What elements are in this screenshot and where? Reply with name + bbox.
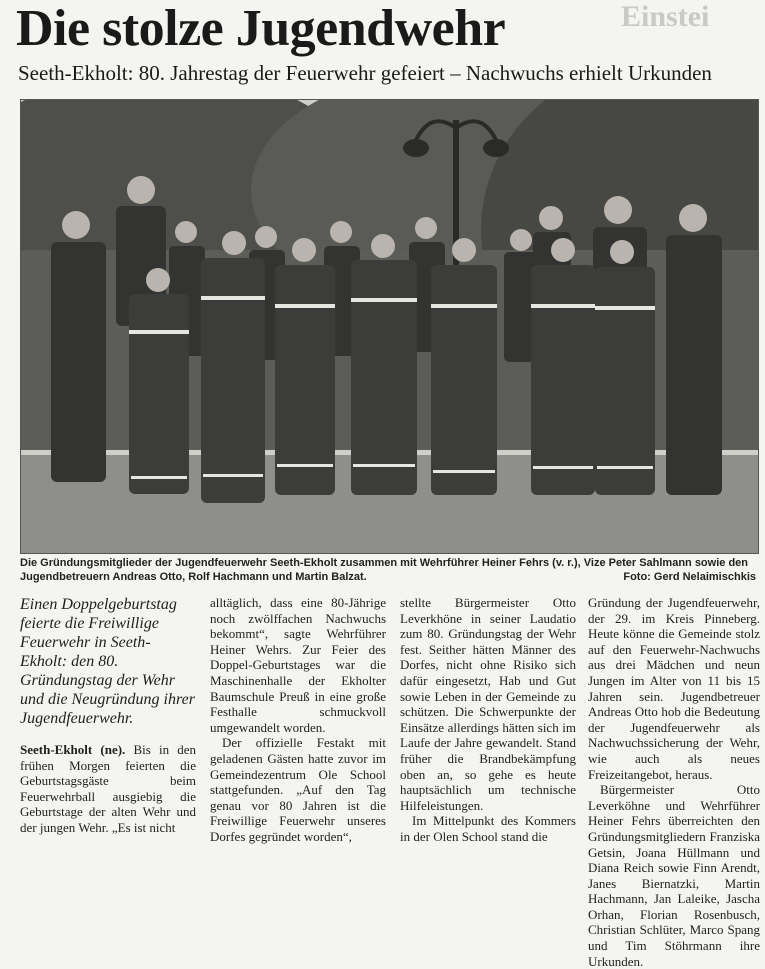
article-headline: Die stolze Jugendwehr [16, 0, 506, 57]
article-column-3 [400, 595, 576, 845]
article-paragraph-continued: Gründung der Jugendfeuerwehr, der 29. im Kreis Pinneberg. Heute könne die Gemeinde stolz auf den Feuerwehr-Nachwuchs aus drei Mädchen und neun Jungen im Alter von 11 bis 15 Jahren sein. Jugendbetreuer Andreas Otto hob die Bedeutung der Jugendfeuerwehr als Nachwuchssicherung der Wehr, wie auch als neues Freizeitangebot, heraus. [588, 595, 760, 782]
article-dateline: Seeth-Ekholt (ne). [20, 742, 134, 757]
article-paragraph: Bürgermeister Otto Leverköhne und Wehrführer Heiner Fehrs überreichten den Gründungsmitgliedern Franziska Getsin, Joana Hüllmann und Diana Reich sowie Finn Arendt, Janes Biernatzki, Martin Hachmann, Jan Laleike, Jascha Orhan, Florian Rosenbusch, Christian Schlüter, Marco Spang und Tim Stöhrmann ihre Urkunden. [588, 782, 760, 969]
front-row-uniforms [129, 231, 655, 503]
article-column-4 [588, 595, 760, 969]
article-lead: Einen Doppelgeburtstag feierte die Freiwillige Feuerwehr in Seeth-Ekholt: den 80. Gründungstag der Wehr und die Neugründung ihrer Jugendfeuerwehr. [20, 596, 195, 727]
article-column-2 [210, 595, 386, 845]
group-photo [20, 99, 759, 554]
article-paragraph: Im Mittelpunkt des Kommers in der Olen School stand die [400, 813, 576, 844]
article-paragraph: Seeth-Ekholt (ne). Bis in den frühen Morgen feierten die Geburtstagsgäste beim Feuerwehrball ausgiebig die Geburtstage der alten Wehr und der jungen Wehr. „Es ist nicht [20, 742, 196, 835]
caption-text: Die Gründungsmitglieder der Jugendfeuerwehr Seeth-Ekholt zusammen mit Wehrführer Heiner Fehrs (v. r.), Vize Peter Sahlmann sowie den Jugendbetreuern Andreas Otto, Rolf Hachmann und Martin Balzat. [20, 557, 748, 583]
photo-credit: Foto: Gerd Nelaimischkis [623, 571, 756, 583]
photo-caption [20, 556, 760, 584]
article-body [20, 595, 760, 969]
adjacent-masthead-fragment: Einstei [621, 0, 710, 33]
article-subheadline: Seeth-Ekholt: 80. Jahrestag der Feuerwehr gefeiert – Nachwuchs erhielt Urkunden [18, 61, 712, 85]
article-paragraph: Der offizielle Festakt mit geladenen Gästen hatte zuvor im Gemeindezentrum Ole School stattgefunden. „Auf den Tag genau vor 80 Jahren ist die Freiwillige Feuerwehr unseres Dorfes gegründet worden“, [210, 735, 386, 844]
group-photo-illustration [21, 100, 758, 553]
article-paragraph-continued: alltäglich, dass eine 80-Jährige noch zwölffachen Nachwuchs bekommt“, sagte Wehrführer Heiner Wehrs. Zur Feier des Doppel-Geburtstages war die Maschinenhalle der Ekholter Baumschule Preuß in eine große Festhalle schmuckvoll umgewandelt worden. [210, 595, 386, 735]
article-column-1 [20, 595, 196, 836]
article-paragraph-continued: stellte Bürgermeister Otto Leverkhöne in seiner Laudatio zum 80. Gründungstag der Wehr fest. Seither hätten Männer des Dorfes, nicht ohne Risiko sich dafür eingesetzt, Hab und Gut sowie Leben in der Gemeinde zu schützen. Die Schwerpunkte der Einsätze allerdings hätten sich im Laufe der Jahre gewandelt. Stand früher die Brandbekämpfung oben an, so gehe es heute hauptsächlich um technische Hilfeleistungen. [400, 595, 576, 813]
